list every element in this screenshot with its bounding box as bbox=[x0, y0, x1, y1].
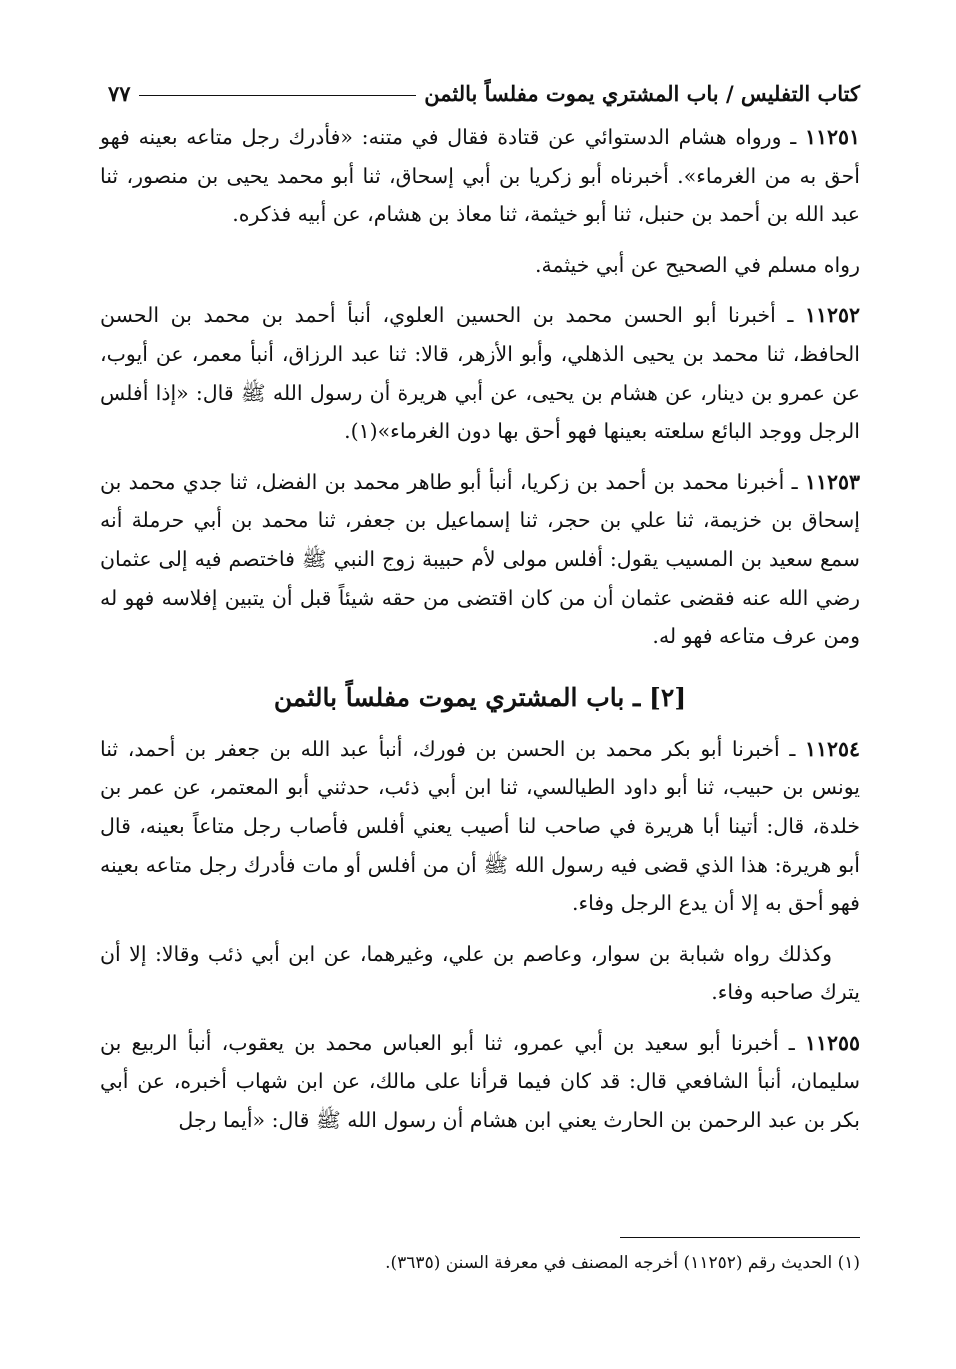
header-rule bbox=[139, 95, 417, 96]
paragraph-11253 bbox=[100, 463, 860, 656]
hadith-number: ١١٢٥٢ bbox=[804, 303, 860, 328]
hadith-number: ١١٢٥٥ bbox=[804, 1030, 860, 1055]
paragraph-11252 bbox=[100, 296, 860, 450]
main-text bbox=[100, 118, 860, 1152]
paragraph-text: ـ أخبرنا أبو سعيد بن أبي عمرو، ثنا أبو العباس محمد بن يعقوب، أنبأ الربيع بن سليمان، أنبأ الشافعي قال: قد كان فيما قرأنا على مالك، عن ابن شهاب أخبره، عن أبي بكر بن عبد الرحمن بن الحارث يعني ابن هشام أن رسول الله ﷺ قال: «أيما رجل bbox=[100, 1030, 860, 1133]
paragraph-text: ـ ورواه هشام الدستوائي عن قتادة فقال في متنه: «فأدرك رجل متاعه بعينه فهو أحق به من الغرماء». أخبرناه أبو زكريا بن أبي إسحاق، ثنا أبو محمد يحيى بن منصور، ثنا عبد الله بن أحمد بن حنبل، ثنا أبو خيثمة، ثنا معاذ بن هشام، عن أبيه فذكره. bbox=[100, 125, 860, 227]
paragraph-note bbox=[100, 246, 860, 285]
hadith-number: ١١٢٥١ bbox=[804, 125, 860, 149]
paragraph-text: رواه مسلم في الصحيح عن أبي خيثمة. bbox=[534, 252, 860, 277]
hadith-number: ١١٢٥٤ bbox=[804, 736, 860, 761]
hadith-number: ١١٢٥٣ bbox=[804, 469, 860, 494]
page-number: ٧٧ bbox=[108, 81, 131, 106]
paragraph-text: ـ أخبرنا محمد بن أحمد بن زكريا، أنبأ أبو طاهر محمد بن الفضل، ثنا جدي محمد بن إسحاق بن خزيمة، ثنا علي بن حجر، ثنا إسماعيل بن جعفر، ثنا محمد بن أبي حرملة أنه سمع سعيد بن المسيب يقول: أفلس مولى لأم حبيبة زوج النبي ﷺ فاختصم فيه إلى عثمان رضي الله عنه فقضى عثمان أن من كان اقتضى من حقه شيئاً قبل أن يتبين إفلاسه فهو له ومن عرف متاعه فهو له. bbox=[100, 469, 860, 649]
chapter-heading: [٢] ـ باب المشتري يموت مفلساً بالثمن bbox=[273, 682, 687, 712]
paragraph-text: ـ أخبرنا أبو بكر محمد بن الحسن بن فورك، أنبأ عبد الله بن جعفر بن أحمد، ثنا يونس بن حبيب، ثنا أبو داود الطيالسي، ثنا ابن أبي ذئب، حدثني أبو المعتمر، عن عمر بن خلدة، قال: أتينا أبا هريرة في صاحب لنا أصيب يعني أفلس فأصاب رجل متاعاً بعينه، قال أبو هريرة: هذا الذي قضى فيه رسول الله ﷺ أن من أفلس أو مات فأدرك رجل متاعه بعينه فهو أحق به إلا أن يدع الرجل وفاء. bbox=[100, 736, 860, 916]
paragraph-note bbox=[100, 935, 860, 1012]
running-header bbox=[108, 70, 860, 106]
paragraph-11255 bbox=[100, 1024, 860, 1140]
footnote-rule bbox=[620, 1237, 860, 1238]
running-title: كتاب التفليس / باب المشتري يموت مفلساً بالثمن bbox=[424, 81, 860, 106]
footnote: (١) الحديث رقم (١١٢٥٢) أخرجه المصنف في معرفة السنن (٣٦٣٥). bbox=[385, 1253, 860, 1273]
paragraph-11254 bbox=[100, 730, 860, 923]
paragraph-text: وكذلك رواه شبابة بن سوار، وعاصم بن علي، وغيرهما، عن ابن أبي ذئب وقالا: إلا أن يترك صاحبه وفاء. bbox=[100, 941, 860, 1005]
paragraph-text: ـ أخبرنا أبو الحسن محمد بن الحسين العلوي، أنبأ أحمد بن محمد بن الحسن الحافظ، ثنا محمد بن يحيى الذهلي، وأبو الأزهر، قالا: ثنا عبد الرزاق، أنبأ معمر، عن أيوب، عن عمرو بن دينار، عن هشام بن يحيى، عن أبي هريرة أن رسول الله ﷺ قال: «إذا أفلس الرجل ووجد البائع سلعته بعينها فهو أحق بها دون الغرماء»(١). bbox=[100, 303, 860, 444]
paragraph-11251 bbox=[100, 118, 860, 234]
